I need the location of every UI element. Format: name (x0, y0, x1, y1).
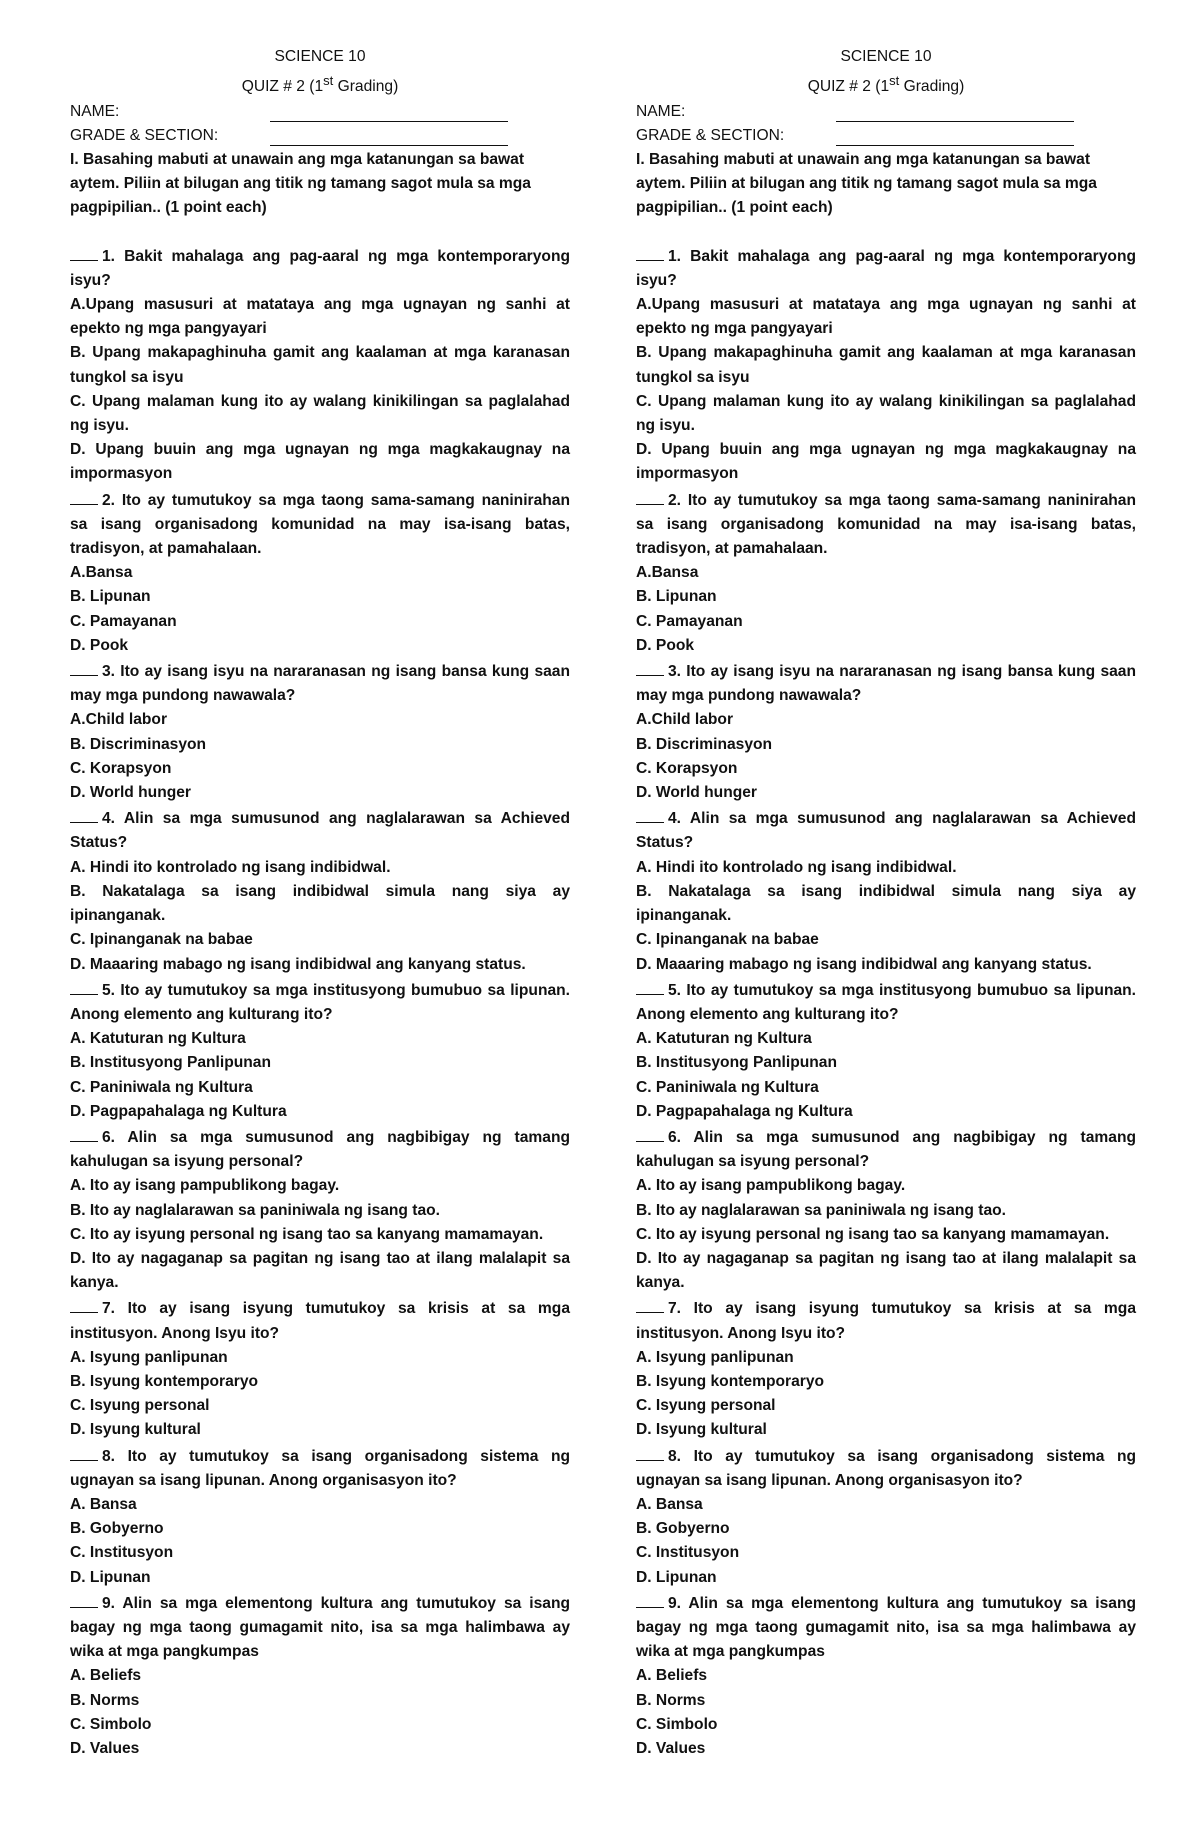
answer-option[interactable]: C. Simbolo (70, 1715, 152, 1733)
question-stem (636, 1443, 1136, 1493)
answer-option[interactable]: D. Pagpapahalaga ng Kultura (636, 1102, 853, 1120)
question-text: 7. Ito ay isang isyung tumutukoy sa krisis at sa mga institusyon. Anong Isyu ito? (70, 1300, 570, 1342)
answer-option[interactable]: A. Beliefs (636, 1667, 708, 1685)
answer-option[interactable]: C. Ipinanganak na babae (70, 931, 253, 949)
question-text: 3. Ito ay isang isyu na nararanasan ng isang bansa kung saan may mga pundong nawawala? (70, 663, 570, 705)
instructions: I. Basahing mabuti at unawain ang mga katanungan sa bawat aytem. Piliin at bilugan ang titik ng tamang sagot mula sa mga pagpipilian.. (1 point each) (70, 151, 531, 217)
answer-option[interactable]: C. Korapsyon (636, 759, 738, 777)
name-field (70, 100, 570, 124)
answer-option[interactable]: C. Institusyon (70, 1544, 174, 1562)
question-text: 4. Alin sa mga sumusunod ang naglalarawan sa Achieved Status? (70, 810, 570, 852)
question-text: 6. Alin sa mga sumusunod ang nagbibigay ng tamang kahulugan sa isyung personal? (70, 1128, 570, 1171)
question-stem (636, 1124, 1136, 1174)
answer-option[interactable]: D. Pook (636, 636, 695, 654)
answer-option[interactable]: B. Lipunan (70, 588, 151, 606)
answer-option[interactable]: B. Norms (70, 1691, 140, 1709)
question-list (70, 243, 570, 1762)
quiz-copy-left (70, 45, 570, 1761)
subject-title: SCIENCE 10 (840, 48, 932, 65)
answer-option[interactable]: B. Lipunan (636, 588, 717, 606)
answer-blank-line[interactable] (70, 658, 98, 676)
question-stem (636, 658, 1136, 708)
question-stem (636, 805, 1136, 855)
answer-blank-line[interactable] (636, 243, 664, 261)
answer-option[interactable]: C. Paniniwala ng Kultura (636, 1078, 819, 1096)
answer-blank-line[interactable] (636, 1590, 664, 1608)
answer-option[interactable]: A. Hindi ito kontrolado ng isang indibidwal. (70, 858, 391, 876)
question-text: 1. Bakit mahalaga ang pag-aaral ng mga kontemporaryong isyu? (636, 247, 1136, 289)
answer-blank-line[interactable] (70, 1590, 98, 1608)
answer-option[interactable]: A.Child labor (636, 711, 734, 729)
answer-option[interactable]: B. Gobyerno (70, 1520, 164, 1538)
quiz-title: QUIZ # 2 (1st Grading) (807, 73, 965, 96)
answer-option[interactable]: B. Isyung kontemporaryo (70, 1372, 259, 1390)
answer-option[interactable]: C. Pamayanan (636, 612, 743, 630)
answer-option[interactable]: D. Upang buuin ang mga ugnayan ng mga magkakaugnay na impormasyon (636, 441, 1136, 483)
question-text: 2. Ito ay tumutukoy sa mga taong sama-samang naninirahan sa isang organisadong komunidad na may isa-isang batas, tradisyon, at pamahalaan. (636, 491, 1136, 558)
question-text: 8. Ito ay tumutukoy sa isang organisadong sistema ng ugnayan sa isang lipunan. Anong organisasyon ito? (70, 1447, 570, 1489)
name-label: NAME: (70, 102, 120, 120)
answer-option[interactable]: A. Bansa (636, 1495, 703, 1513)
answer-blank-line[interactable] (70, 805, 98, 823)
question-stem (636, 1295, 1136, 1345)
answer-blank-line[interactable] (70, 1295, 98, 1313)
answer-blank-line[interactable] (636, 487, 664, 505)
instructions: I. Basahing mabuti at unawain ang mga katanungan sa bawat aytem. Piliin at bilugan ang titik ng tamang sagot mula sa mga pagpipilian.. (1 point each) (636, 151, 1097, 217)
answer-blank-line[interactable] (70, 487, 98, 505)
answer-option[interactable]: D. Pook (70, 636, 129, 654)
answer-blank-line[interactable] (70, 977, 98, 995)
answer-option[interactable]: D. Values (636, 1740, 706, 1757)
question-stem (636, 487, 1136, 562)
answer-blank-line[interactable] (636, 1443, 664, 1461)
answer-blank-line[interactable] (70, 1443, 98, 1461)
answer-blank-line[interactable] (70, 243, 98, 261)
quiz-title: QUIZ # 2 (1st Grading) (241, 73, 399, 96)
answer-blank-line[interactable] (636, 658, 664, 676)
answer-option[interactable]: B. Institusyong Panlipunan (636, 1054, 837, 1072)
answer-blank-line[interactable] (636, 977, 664, 995)
question-text: 1. Bakit mahalaga ang pag-aaral ng mga kontemporaryong isyu? (70, 247, 570, 289)
answer-option[interactable]: C. Pamayanan (70, 612, 177, 630)
answer-option[interactable]: A. Isyung panlipunan (70, 1348, 228, 1366)
answer-option[interactable]: B. Discriminasyon (70, 735, 207, 753)
answer-option[interactable]: B. Ito ay naglalarawan sa paniniwala ng isang tao. (70, 1201, 441, 1219)
question-stem (636, 243, 1136, 293)
answer-option[interactable]: C. Isyung personal (636, 1397, 776, 1415)
answer-option[interactable]: A.Child labor (70, 711, 168, 729)
question-text: 7. Ito ay isang isyung tumutukoy sa krisis at sa mga institusyon. Anong Isyu ito? (636, 1300, 1136, 1342)
question-text: 6. Alin sa mga sumusunod ang nagbibigay ng tamang kahulugan sa isyung personal? (636, 1128, 1136, 1171)
question-list (636, 243, 1136, 1762)
grade-section-field (70, 124, 570, 148)
answer-option[interactable]: A. Ito ay isang pampublikong bagay. (70, 1177, 340, 1195)
question-text: 9. Alin sa mga elementong kultura ang tumutukoy sa isang bagay ng mga taong gumagamit nito, isa sa mga halimbawa ay wika at mga pangkumpas (70, 1594, 570, 1661)
question-text: 4. Alin sa mga sumusunod ang naglalarawan sa Achieved Status? (636, 810, 1136, 852)
question-stem (636, 977, 1136, 1027)
answer-option[interactable]: A. Beliefs (70, 1667, 142, 1685)
answer-option[interactable]: D. Maaaring mabago ng isang indibidwal ang kanyang status. (636, 955, 1092, 973)
answer-option[interactable]: D. Ito ay nagaganap sa pagitan ng isang tao at ilang malalapit sa kanya. (636, 1249, 1136, 1292)
answer-option[interactable]: A.Upang masusuri at matataya ang mga ugnayan ng sanhi at epekto ng mga pangyayari (636, 296, 1136, 338)
answer-option[interactable]: D. World hunger (70, 784, 191, 802)
answer-blank-line[interactable] (70, 1124, 98, 1142)
answer-option[interactable]: D. Isyung kultural (636, 1421, 767, 1439)
answer-option[interactable]: C. Ipinanganak na babae (636, 931, 819, 949)
answer-option[interactable]: A.Bansa (70, 564, 133, 582)
answer-option[interactable]: B. Nakatalaga sa isang indibidwal simula nang siya ay ipinanganak. (70, 882, 570, 925)
question-stem (70, 1443, 570, 1493)
answer-option[interactable]: D. World hunger (636, 784, 757, 802)
answer-option[interactable]: D. Lipunan (636, 1568, 717, 1586)
answer-option[interactable]: A.Bansa (636, 564, 699, 582)
question-stem (70, 487, 570, 562)
answer-option[interactable]: D. Isyung kultural (70, 1421, 201, 1439)
question-text: 9. Alin sa mga elementong kultura ang tumutukoy sa isang bagay ng mga taong gumagamit nito, isa sa mga halimbawa ay wika at mga pangkumpas (636, 1594, 1136, 1661)
question-text: 2. Ito ay tumutukoy sa mga taong sama-samang naninirahan sa isang organisadong komunidad na may isa-isang batas, tradisyon, at pamahalaan. (70, 491, 570, 558)
answer-option[interactable]: A. Katuturan ng Kultura (70, 1030, 246, 1048)
answer-option[interactable]: B. Ito ay naglalarawan sa paniniwala ng isang tao. (636, 1201, 1007, 1219)
answer-blank-line[interactable] (636, 805, 664, 823)
answer-option[interactable]: C. Simbolo (636, 1715, 718, 1733)
question-stem (70, 243, 570, 293)
answer-option[interactable]: B. Nakatalaga sa isang indibidwal simula nang siya ay ipinanganak. (636, 882, 1136, 925)
question-text: 3. Ito ay isang isyu na nararanasan ng isang bansa kung saan may mga pundong nawawala? (636, 663, 1136, 705)
question-stem (70, 977, 570, 1027)
answer-option[interactable]: B. Norms (636, 1691, 706, 1709)
grade-section-label: GRADE & SECTION: (70, 126, 219, 144)
answer-option[interactable]: C. Korapsyon (70, 759, 172, 777)
grade-section-field (636, 124, 1136, 148)
name-label: NAME: (636, 102, 686, 120)
quiz-copy-right (636, 45, 1136, 1761)
grade-section-blank-line[interactable] (836, 125, 1074, 146)
answer-option[interactable]: C. Upang malaman kung ito ay walang kinikilingan sa paglalahad ng isyu. (70, 392, 570, 435)
answer-option[interactable]: A.Upang masusuri at matataya ang mga ugnayan ng sanhi at epekto ng mga pangyayari (70, 296, 570, 338)
answer-option[interactable]: A. Katuturan ng Kultura (636, 1030, 812, 1048)
question-stem (70, 1590, 570, 1665)
answer-option[interactable]: C. Upang malaman kung ito ay walang kinikilingan sa paglalahad ng isyu. (636, 392, 1136, 435)
answer-option[interactable]: B. Isyung kontemporaryo (636, 1372, 825, 1390)
answer-option[interactable]: A. Isyung panlipunan (636, 1348, 794, 1366)
question-stem (70, 1295, 570, 1345)
name-field (636, 100, 1136, 124)
answer-option[interactable]: D. Values (70, 1740, 140, 1757)
grade-section-label: GRADE & SECTION: (636, 126, 785, 144)
question-stem (70, 1124, 570, 1174)
answer-option[interactable]: B. Upang makapaghinuha gamit ang kaalaman at mga karanasan tungkol sa isyu (70, 344, 570, 386)
grade-section-blank-line[interactable] (270, 125, 508, 146)
answer-option[interactable]: C. Ito ay isyung personal ng isang tao sa kanyang mamamayan. (636, 1225, 1110, 1243)
answer-option[interactable]: D. Upang buuin ang mga ugnayan ng mga magkakaugnay na impormasyon (70, 441, 570, 483)
question-stem (636, 1590, 1136, 1665)
question-stem (70, 658, 570, 708)
answer-option[interactable]: C. Institusyon (636, 1544, 740, 1562)
answer-option[interactable]: D. Ito ay nagaganap sa pagitan ng isang tao at ilang malalapit sa kanya. (70, 1249, 570, 1292)
answer-option[interactable]: D. Maaaring mabago ng isang indibidwal ang kanyang status. (70, 955, 526, 973)
name-blank-line[interactable] (270, 101, 508, 122)
answer-option[interactable]: D. Pagpapahalaga ng Kultura (70, 1102, 287, 1120)
answer-option[interactable]: C. Ito ay isyung personal ng isang tao sa kanyang mamamayan. (70, 1225, 544, 1243)
answer-option[interactable]: B. Upang makapaghinuha gamit ang kaalaman at mga karanasan tungkol sa isyu (636, 344, 1136, 386)
answer-option[interactable]: B. Gobyerno (636, 1520, 730, 1538)
question-stem (70, 805, 570, 855)
answer-option[interactable]: A. Hindi ito kontrolado ng isang indibidwal. (636, 858, 957, 876)
question-text: 8. Ito ay tumutukoy sa isang organisadong sistema ng ugnayan sa isang lipunan. Anong organisasyon ito? (636, 1447, 1136, 1489)
answer-option[interactable]: A. Ito ay isang pampublikong bagay. (636, 1177, 906, 1195)
name-blank-line[interactable] (836, 101, 1074, 122)
question-text: 5. Ito ay tumutukoy sa mga institusyong bumubuo sa lipunan. Anong elemento ang kulturang ito? (70, 981, 570, 1023)
answer-option[interactable]: A. Bansa (70, 1495, 137, 1513)
answer-option[interactable]: D. Lipunan (70, 1568, 151, 1586)
subject-title: SCIENCE 10 (274, 48, 366, 65)
answer-blank-line[interactable] (636, 1124, 664, 1142)
answer-option[interactable]: B. Institusyong Panlipunan (70, 1054, 271, 1072)
answer-option[interactable]: C. Isyung personal (70, 1397, 210, 1415)
question-text: 5. Ito ay tumutukoy sa mga institusyong bumubuo sa lipunan. Anong elemento ang kulturang ito? (636, 981, 1136, 1023)
answer-option[interactable]: B. Discriminasyon (636, 735, 773, 753)
answer-blank-line[interactable] (636, 1295, 664, 1313)
answer-option[interactable]: C. Paniniwala ng Kultura (70, 1078, 253, 1096)
